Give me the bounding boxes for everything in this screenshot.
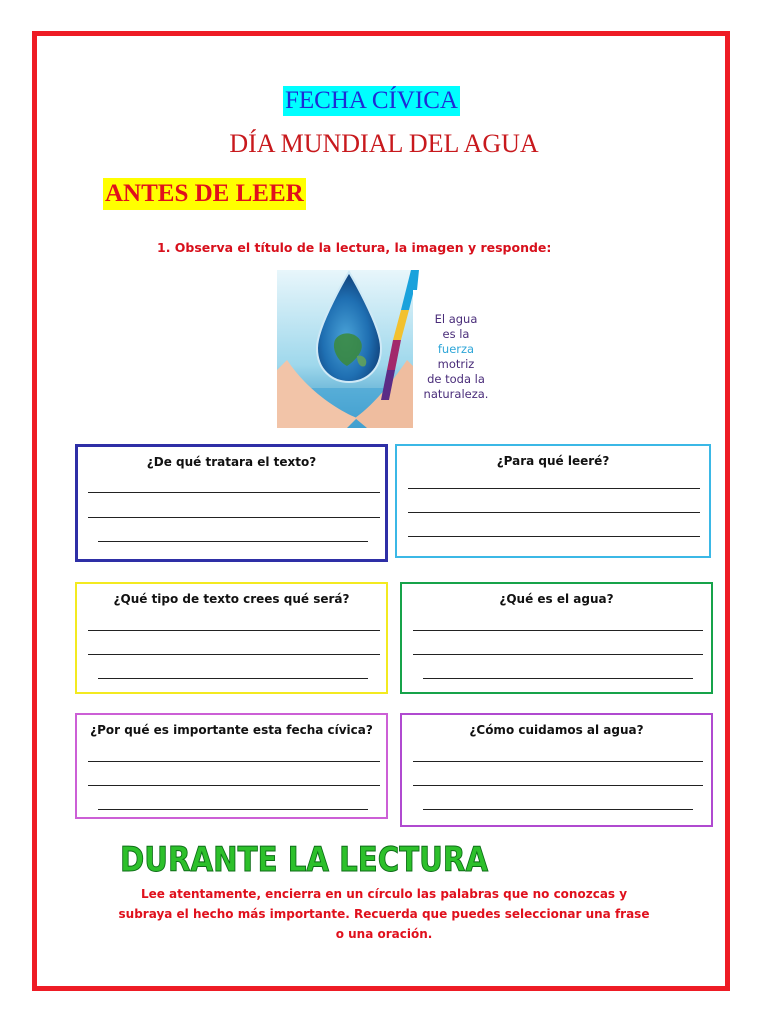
caption-line [423, 327, 489, 357]
answer-line[interactable] [408, 488, 700, 489]
instruction-line: subraya el hecho más importante. Recuerda que puedes seleccionar una frase [118, 907, 650, 921]
caption-segment: es la [442, 327, 470, 341]
section-durante-la-lectura: DURANTE LA LECTURA [120, 840, 489, 880]
answer-line[interactable] [98, 809, 368, 810]
answer-line[interactable] [98, 541, 368, 542]
title-dia-mundial: DÍA MUNDIAL DEL AGUA [229, 129, 539, 158]
answer-line[interactable] [88, 761, 380, 762]
question-text: ¿De qué tratara el texto? [146, 455, 317, 469]
title-fecha-civica: FECHA CÍVICA [285, 87, 458, 114]
instruction-line: o una oración. [335, 927, 433, 941]
image-caption [423, 312, 489, 402]
question-box-cuidado [400, 713, 713, 827]
answer-line[interactable] [88, 654, 380, 655]
question-box-tema [75, 444, 388, 562]
question-text: ¿Para qué leeré? [496, 454, 610, 468]
caption-highlight: fuerza [437, 342, 475, 356]
question-box-que-es-agua [400, 582, 713, 694]
answer-line[interactable] [413, 654, 703, 655]
question-text: ¿Cómo cuidamos al agua? [469, 723, 644, 737]
question-text: ¿Por qué es importante esta fecha cívica? [90, 723, 373, 737]
answer-line[interactable] [88, 492, 380, 493]
question-box-proposito [395, 444, 711, 558]
question-box-tipo-texto [75, 582, 388, 694]
answer-line[interactable] [408, 536, 700, 537]
question-box-importancia [75, 713, 388, 819]
caption-line: motriz [437, 357, 475, 371]
answer-line[interactable] [88, 785, 380, 786]
answer-line[interactable] [408, 512, 700, 513]
caption-line: El agua [434, 312, 478, 326]
answer-line[interactable] [423, 678, 693, 679]
answer-line[interactable] [413, 630, 703, 631]
instruction-observa: 1. Observa el título de la lectura, la imagen y responde: [157, 240, 552, 255]
answer-line[interactable] [413, 761, 703, 762]
answer-line[interactable] [98, 678, 368, 679]
answer-line[interactable] [423, 809, 693, 810]
question-text: ¿Qué es el agua? [499, 592, 614, 606]
during-instructions [100, 884, 668, 944]
caption-line: de toda la [427, 372, 485, 386]
answer-line[interactable] [413, 785, 703, 786]
answer-line[interactable] [88, 630, 380, 631]
water-drop-image [277, 270, 489, 428]
caption-line: naturaleza. [423, 387, 489, 401]
instruction-line: Lee atentamente, encierra en un círculo las palabras que no conozcas y [140, 887, 628, 901]
question-text: ¿Qué tipo de texto crees qué será? [113, 592, 350, 606]
section-antes-de-leer: ANTES DE LEER [103, 178, 306, 210]
answer-line[interactable] [88, 517, 380, 518]
